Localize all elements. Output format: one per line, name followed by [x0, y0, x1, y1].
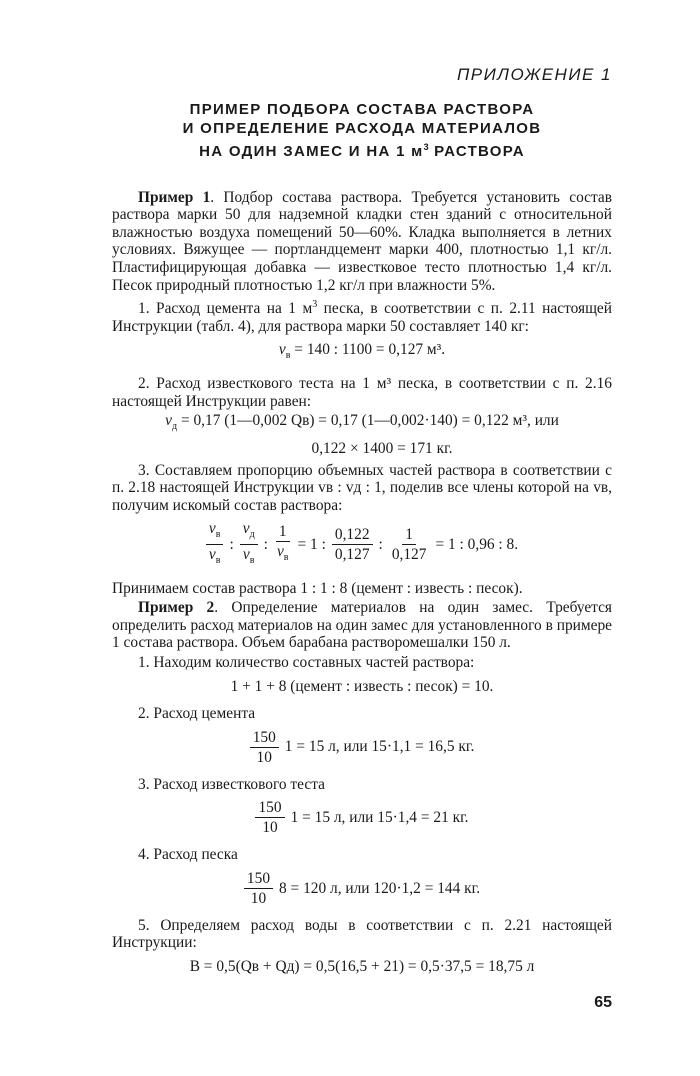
example-2-step-4: 4. Расход песка — [138, 846, 238, 864]
example-2-step-1: 1. Находим количество составных частей раствора: — [138, 653, 475, 671]
example-1-step-2: 2. Расход известкового теста на 1 м³ песка, в соответствии с п. 2.16 настоящей Инструкции равен: — [112, 375, 612, 410]
formula-lime: $v_д = 0,17$ (1—0,002 Qв) = 0,17 (1—0,002·140) = 0,122 м³, или — [165, 412, 559, 433]
formula-parts: 1 + 1 + 8 (цемент : известь : песок) = 10. — [230, 677, 494, 695]
example-1-step-3: 3. Составляем пропорцию объемных частей раствора в соответствии с п. 2.18 настоящей Инструкции vв : vд : 1, поделив все члены которой на vв, получим искомый состав раствора: — [112, 461, 612, 514]
page-number: 65 — [594, 994, 612, 1011]
example-1-intro: Пример 1. Подбор состава раствора. Требуется установить состав раствора марки 50 для надземной кладки стен зданий с относительной влажностью воздуха помещений 50—60%. Кладка выполняется в летних условиях. Вяжущее — портландцемент марки 400, плотностью 1,1 кг/л. Пластифицирующая добавка — известковое тесто плотностью 1,4 кг/л. Песок природный плотностью 1,2 кг/л при влажности 5%. — [112, 188, 612, 294]
example-2-intro: Пример 2. Определение материалов на один замес. Требуется определить расход материалов на один замес для установленного в примере 1 состава раствора. Объем барабана растворомешалки 150 л. — [112, 599, 612, 652]
formula-cement: $v_в = 140$ : 1100 = 0,127 м³. — [278, 341, 446, 362]
title-line-2: И ОПРЕДЕЛЕНИЕ РАСХОДА МАТЕРИАЛОВ — [182, 119, 542, 137]
example-2-step-2: 2. Расход цемента — [138, 705, 256, 723]
example-1-result: Принимаем состав раствора 1 : 1 : 8 (цемент : известь : песок). — [112, 579, 523, 597]
appendix-label: ПРИЛОЖЕНИЕ 1 — [456, 65, 612, 84]
page-title — [112, 100, 612, 161]
formula-lime-batch: $\frac{150}{10}$ 1 = 15 л, или 15·1,4 = 21 кг. — [112, 799, 612, 836]
example-2-step-5: 5. Определяем расход воды в соответствии с п. 2.21 настоящей Инструкции: — [112, 916, 612, 952]
formula-water: B = 0,5(Qв + Qд) = 0,5(16,5 + 21) = 0,5·37,5 = 18,75 л — [189, 958, 535, 976]
example-2-step-3: 3. Расход известкового теста — [138, 775, 325, 793]
title-line-1: ПРИМЕР ПОДБОРА СОСТАВА РАСТВОРА — [189, 100, 535, 118]
formula-sand-batch: $\frac{150}{10}$ 8 = 120 л, или 120·1,2 = 144 кг. — [112, 870, 612, 907]
title-line-3: НА ОДИН ЗАМЕС И НА 1 $м^3$ РАСТВОРА — [199, 141, 525, 160]
formula-lime-kg: 0,122 × 1400 = 171 кг. — [311, 440, 453, 457]
formula-proportion: $\frac{v_в}{v_в}$ : $\frac{v_д}{v_в}$ : $\frac{1}{v_в}$ = 1 : $\frac{0,122}{0,127}$ : $\frac{1}{0,127}$ = 1 : 0,96 : 8. — [112, 520, 612, 569]
example-1-step-1: 1. Расход цемента на 1 $м^3$ песка, в соответствии с п. 2.11 настоящей Инструкции (табл. 4), для раствора марки 50 составляет 140 кг: — [112, 299, 612, 335]
formula-cement-batch: $\frac{150}{10}$ 1 = 15 л, или 15·1,1 = 16,5 кг. — [112, 729, 612, 766]
